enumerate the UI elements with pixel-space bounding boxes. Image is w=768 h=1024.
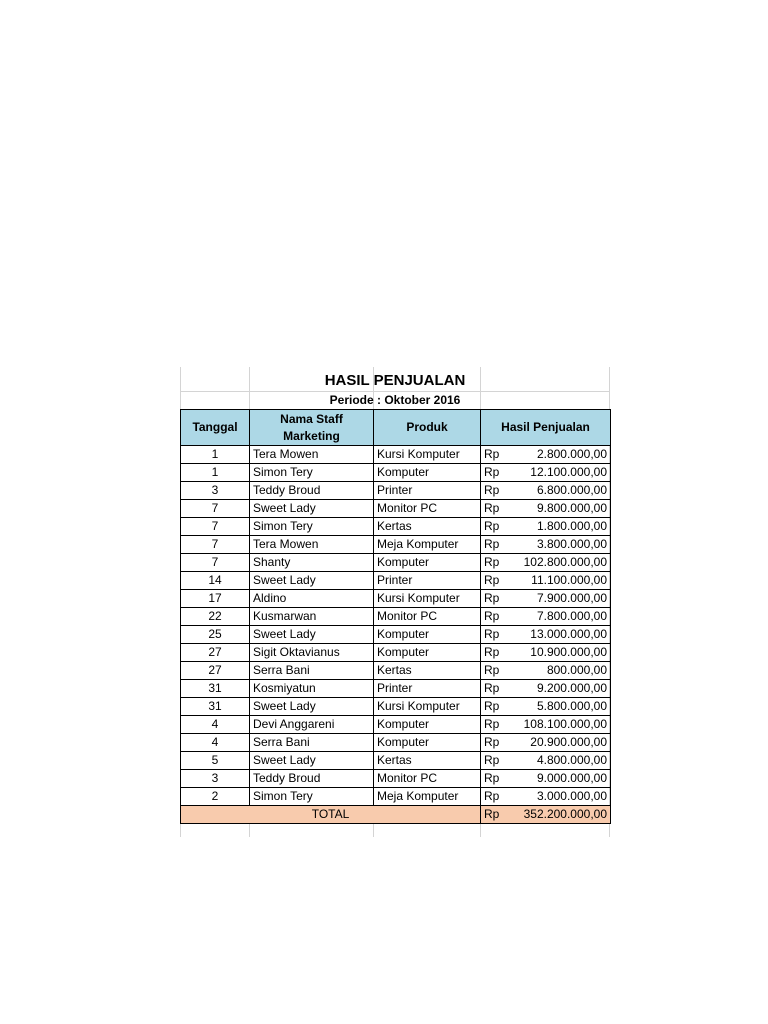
cell-currency[interactable]: Rp [481,662,509,680]
table-row [181,482,611,500]
cell-produk[interactable]: Monitor PC [374,608,481,626]
cell-currency[interactable]: Rp [481,464,509,482]
cell-produk[interactable]: Komputer [374,716,481,734]
cell-tanggal[interactable]: 31 [181,680,250,698]
cell-currency[interactable]: Rp [481,518,509,536]
column-header-nama[interactable]: Nama Staff Marketing [250,410,374,446]
cell-nama[interactable]: Teddy Broud [250,770,374,788]
table-row [181,770,611,788]
cell-hasil[interactable]: 12.100.000,00 [509,464,611,482]
cell-tanggal[interactable]: 17 [181,590,250,608]
cell-hasil[interactable]: 9.000.000,00 [509,770,611,788]
cell-produk[interactable]: Printer [374,572,481,590]
cell-currency[interactable]: Rp [481,482,509,500]
total-value[interactable]: 352.200.000,00 [509,806,611,824]
cell-tanggal[interactable]: 3 [181,770,250,788]
table-row [181,716,611,734]
cell-hasil[interactable]: 2.800.000,00 [509,446,611,464]
cell-currency[interactable]: Rp [481,680,509,698]
total-currency[interactable]: Rp [481,806,509,824]
cell-produk[interactable]: Komputer [374,734,481,752]
table-row [181,752,611,770]
cell-nama[interactable]: Serra Bani [250,734,374,752]
cell-tanggal[interactable]: 1 [181,446,250,464]
cell-tanggal[interactable]: 27 [181,662,250,680]
cell-hasil[interactable]: 7.900.000,00 [509,590,611,608]
cell-tanggal[interactable]: 25 [181,626,250,644]
cell-nama[interactable]: Teddy Broud [250,482,374,500]
cell-tanggal[interactable]: 7 [181,518,250,536]
cell-nama[interactable]: Kusmarwan [250,608,374,626]
cell-hasil[interactable]: 800.000,00 [509,662,611,680]
cell-nama[interactable]: Devi Anggareni [250,716,374,734]
column-header-hasil[interactable]: Hasil Penjualan [481,410,611,446]
cell-produk[interactable]: Kertas [374,662,481,680]
cell-produk[interactable]: Kursi Komputer [374,698,481,716]
total-label[interactable]: TOTAL [181,806,481,824]
cell-hasil[interactable]: 4.800.000,00 [509,752,611,770]
cell-produk[interactable]: Komputer [374,644,481,662]
cell-currency[interactable]: Rp [481,590,509,608]
cell-produk[interactable]: Meja Komputer [374,536,481,554]
cell-produk[interactable]: Monitor PC [374,500,481,518]
table-row [181,608,611,626]
table-row [181,500,611,518]
column-header-tanggal[interactable]: Tanggal [181,410,250,446]
table-row [181,788,611,806]
cell-produk[interactable]: Meja Komputer [374,788,481,806]
cell-tanggal[interactable]: 7 [181,536,250,554]
cell-currency[interactable]: Rp [481,734,509,752]
report-title: HASIL PENJUALAN [324,372,466,389]
cell-produk[interactable]: Komputer [374,626,481,644]
table-row [181,464,611,482]
cell-nama[interactable]: Simon Tery [250,518,374,536]
cell-hasil[interactable]: 11.100.000,00 [509,572,611,590]
table-header-row [181,410,611,446]
cell-hasil[interactable]: 3.800.000,00 [509,536,611,554]
cell-tanggal[interactable]: 4 [181,716,250,734]
cell-produk[interactable]: Kertas [374,752,481,770]
cell-currency[interactable]: Rp [481,554,509,572]
cell-nama[interactable]: Simon Tery [250,464,374,482]
cell-nama[interactable]: Simon Tery [250,788,374,806]
cell-nama[interactable]: Shanty [250,554,374,572]
table-row [181,590,611,608]
total-row [181,806,611,824]
cell-produk[interactable]: Kursi Komputer [374,446,481,464]
cell-currency[interactable]: Rp [481,500,509,518]
cell-hasil[interactable]: 9.800.000,00 [509,500,611,518]
table-row [181,536,611,554]
cell-tanggal[interactable]: 1 [181,464,250,482]
cell-hasil[interactable]: 6.800.000,00 [509,482,611,500]
cell-nama[interactable]: Tera Mowen [250,536,374,554]
cell-hasil[interactable]: 102.800.000,00 [509,554,611,572]
cell-currency[interactable]: Rp [481,770,509,788]
cell-tanggal[interactable]: 3 [181,482,250,500]
cell-currency[interactable]: Rp [481,536,509,554]
table-row [181,572,611,590]
cell-nama[interactable]: Sweet Lady [250,500,374,518]
cell-currency[interactable]: Rp [481,716,509,734]
cell-hasil[interactable]: 7.800.000,00 [509,608,611,626]
cell-currency[interactable]: Rp [481,572,509,590]
cell-hasil[interactable]: 13.000.000,00 [509,626,611,644]
cell-nama[interactable]: Kosmiyatun [250,680,374,698]
cell-tanggal[interactable]: 2 [181,788,250,806]
cell-nama[interactable]: Sigit Oktavianus [250,644,374,662]
cell-tanggal[interactable]: 27 [181,644,250,662]
cell-produk[interactable]: Kursi Komputer [374,590,481,608]
cell-tanggal[interactable]: 7 [181,500,250,518]
cell-tanggal[interactable]: 14 [181,572,250,590]
cell-tanggal[interactable]: 7 [181,554,250,572]
cell-nama[interactable]: Tera Mowen [250,446,374,464]
cell-hasil[interactable]: 108.100.000,00 [509,716,611,734]
sales-table [180,409,611,824]
cell-hasil[interactable]: 3.000.000,00 [509,788,611,806]
cell-currency[interactable]: Rp [481,752,509,770]
cell-currency[interactable]: Rp [481,698,509,716]
table-row [181,662,611,680]
table-row [181,734,611,752]
cell-currency[interactable]: Rp [481,446,509,464]
cell-produk[interactable]: Komputer [374,554,481,572]
table-row [181,680,611,698]
cell-tanggal[interactable]: 31 [181,698,250,716]
table-row [181,644,611,662]
cell-hasil[interactable]: 20.900.000,00 [509,734,611,752]
cell-tanggal[interactable]: 4 [181,734,250,752]
table-row [181,698,611,716]
cell-currency[interactable]: Rp [481,788,509,806]
cell-nama[interactable]: Aldino [250,590,374,608]
cell-tanggal[interactable]: 5 [181,752,250,770]
cell-nama[interactable]: Sweet Lady [250,698,374,716]
cell-hasil[interactable]: 10.900.000,00 [509,644,611,662]
cell-nama[interactable]: Sweet Lady [250,626,374,644]
cell-produk[interactable]: Printer [374,680,481,698]
cell-currency[interactable]: Rp [481,626,509,644]
table-row [181,446,611,464]
column-header-produk[interactable]: Produk [374,410,481,446]
table-row [181,626,611,644]
cell-nama[interactable]: Sweet Lady [250,752,374,770]
cell-produk[interactable]: Monitor PC [374,770,481,788]
cell-produk[interactable]: Kertas [374,518,481,536]
cell-currency[interactable]: Rp [481,608,509,626]
cell-tanggal[interactable]: 22 [181,608,250,626]
report-period: Periode : Oktober 2016 [329,393,461,407]
cell-produk[interactable]: Printer [374,482,481,500]
table-row [181,554,611,572]
cell-hasil[interactable]: 9.200.000,00 [509,680,611,698]
table-row [181,518,611,536]
cell-currency[interactable]: Rp [481,644,509,662]
cell-hasil[interactable]: 1.800.000,00 [509,518,611,536]
cell-hasil[interactable]: 5.800.000,00 [509,698,611,716]
cell-produk[interactable]: Komputer [374,464,481,482]
cell-nama[interactable]: Serra Bani [250,662,374,680]
cell-nama[interactable]: Sweet Lady [250,572,374,590]
